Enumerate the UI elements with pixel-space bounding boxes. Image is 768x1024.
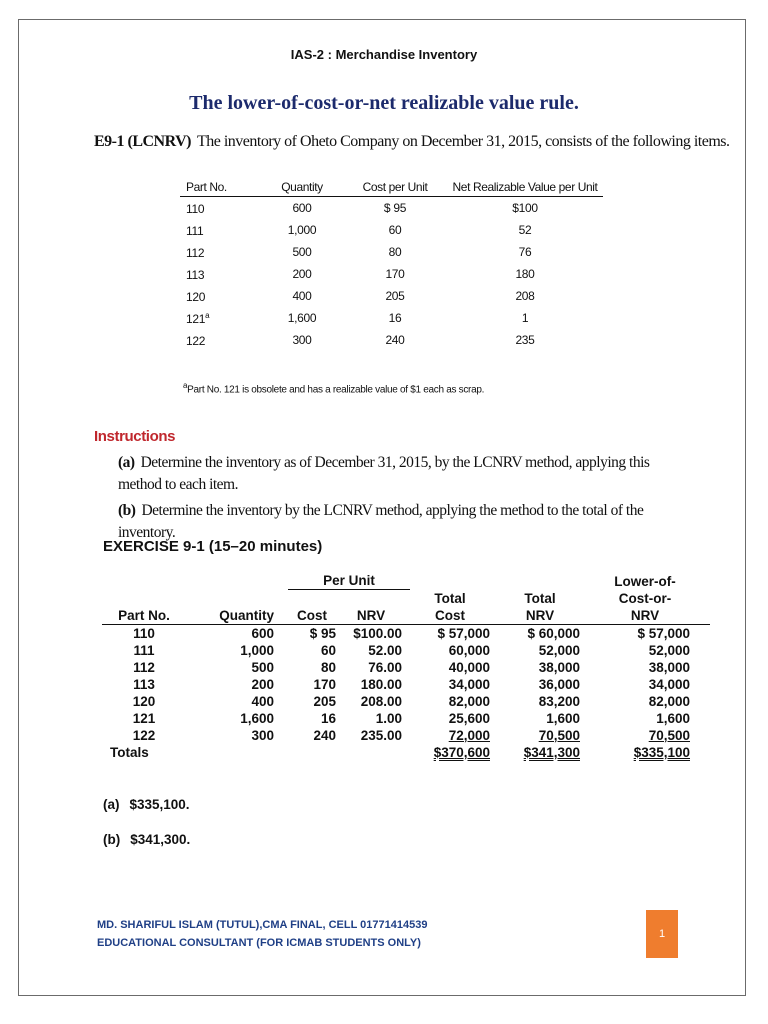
total-nrv: 38,000 xyxy=(538,659,580,675)
unit-cost: 205 xyxy=(313,693,336,709)
nrv-per-unit: 180 xyxy=(515,267,535,281)
unit-nrv: 1.00 xyxy=(375,710,402,726)
total-nrv: 1,600 xyxy=(546,710,580,726)
nrv-per-unit: 235 xyxy=(515,333,535,347)
total-nrv: 52,000 xyxy=(538,642,580,658)
cost-per-unit: 240 xyxy=(385,333,405,347)
total-nrv: 70,500 xyxy=(538,727,580,743)
part-number: 110 xyxy=(186,201,205,216)
lower-of-cost-or-nrv: 82,000 xyxy=(648,693,690,709)
total-cost: 40,000 xyxy=(448,659,490,675)
nrv-per-unit: 208 xyxy=(515,289,535,303)
lower-sum: $335,100 xyxy=(633,744,690,760)
answer-b-label: (b) xyxy=(103,832,121,847)
column-header-cost: Cost per Unit xyxy=(343,180,447,197)
instruction-b-text: Determine the inventory by the LCNRV method, applying the method to the total of the inventory. xyxy=(118,502,644,541)
sol-header-nrv: NRV xyxy=(340,607,410,625)
total-cost: 25,600 xyxy=(448,710,490,726)
quantity: 400 xyxy=(251,693,274,709)
footnote-text: Part No. 121 is obsolete and has a realizable value of $1 each as scrap. xyxy=(187,384,485,396)
answer-a-value: $335,100. xyxy=(129,797,190,812)
part-number: 122 xyxy=(132,727,156,743)
unit-nrv: $100.00 xyxy=(353,625,402,641)
header-title: IAS-2 : Merchandise Inventory xyxy=(290,47,478,62)
lower-header-2: Cost-or- xyxy=(618,590,672,606)
total-cost-header-2: Cost xyxy=(410,607,500,625)
problem-text: The inventory of Oheto Company on December 31, 2015, consists of the following items. xyxy=(196,133,730,150)
unit-nrv: 76.00 xyxy=(368,659,402,675)
problem-id: E9-1 (LCNRV) xyxy=(94,133,191,150)
table-row xyxy=(180,263,603,285)
footnote-mark: a xyxy=(205,310,210,320)
instruction-b-label: (b) xyxy=(118,502,136,519)
table-row xyxy=(102,642,710,659)
sol-header-part: Part No. xyxy=(102,607,186,625)
answer-b-value: $341,300. xyxy=(130,832,191,847)
unit-cost: 170 xyxy=(313,676,336,692)
quantity: 300 xyxy=(292,333,312,347)
table-row xyxy=(102,659,710,676)
cost-per-unit: 170 xyxy=(385,267,405,281)
quantity: 1,600 xyxy=(287,311,317,325)
solution-header-row-3 xyxy=(102,607,710,625)
total-nrv-sum: $341,300 xyxy=(523,744,580,760)
page-number-badge: 1 xyxy=(646,910,678,958)
part-number: 112 xyxy=(186,245,205,260)
lower-of-cost-or-nrv: $ 57,000 xyxy=(637,625,690,641)
totals-label: Totals xyxy=(110,744,149,760)
total-cost-header-1: Total xyxy=(434,590,466,606)
unit-cost: $ 95 xyxy=(309,625,336,641)
lower-of-cost-or-nrv: 70,500 xyxy=(648,727,690,743)
per-unit-header: Per Unit xyxy=(288,572,410,590)
lower-of-cost-or-nrv: 52,000 xyxy=(648,642,690,658)
total-nrv: $ 60,000 xyxy=(527,625,580,641)
total-cost: 34,000 xyxy=(448,676,490,692)
totals-row xyxy=(102,744,710,761)
footer-author: MD. SHARIFUL ISLAM (TUTUL),CMA FINAL, CELL 01771414539 xyxy=(97,919,428,931)
unit-cost: 80 xyxy=(320,659,336,675)
quantity: 200 xyxy=(251,676,274,692)
lower-of-cost-or-nrv: 38,000 xyxy=(648,659,690,675)
footer-role: EDUCATIONAL CONSULTANT (FOR ICMAB STUDENTS ONLY) xyxy=(97,937,421,949)
footnote xyxy=(183,381,484,395)
table-row xyxy=(180,307,603,329)
quantity: 1,000 xyxy=(240,642,274,658)
total-nrv: 83,200 xyxy=(538,693,580,709)
quantity: 300 xyxy=(251,727,274,743)
answer-a xyxy=(103,797,190,812)
problem-statement xyxy=(94,133,730,151)
instruction-a-label: (a) xyxy=(118,454,135,471)
answer-a-label: (a) xyxy=(103,797,120,812)
part-number: 113 xyxy=(133,676,155,692)
nrv-per-unit: 52 xyxy=(518,223,532,237)
cost-per-unit: 80 xyxy=(388,245,402,259)
part-number: 111 xyxy=(186,223,204,238)
quantity: 600 xyxy=(292,201,312,215)
instruction-a-text: Determine the inventory as of December 31, 2015, by the LCNRV method, applying this method to each item. xyxy=(118,454,650,493)
answer-b xyxy=(103,832,190,847)
quantity: 1,000 xyxy=(287,223,317,237)
part-number: 111 xyxy=(133,642,155,658)
part-number: 120 xyxy=(186,289,206,304)
total-nrv: 36,000 xyxy=(538,676,580,692)
main-title: The lower-of-cost-or-net realizable value rule. xyxy=(189,92,579,114)
table-row xyxy=(180,219,603,241)
table-row xyxy=(102,624,710,642)
total-cost: 60,000 xyxy=(448,642,490,658)
table-row xyxy=(102,676,710,693)
sol-header-cost: Cost xyxy=(288,607,340,625)
lower-header-1: Lower-of- xyxy=(614,573,676,589)
instructions-heading: Instructions xyxy=(94,428,176,445)
table-row xyxy=(102,710,710,727)
unit-cost: 240 xyxy=(313,727,336,743)
lower-of-cost-or-nrv: 1,600 xyxy=(656,710,690,726)
part-number: 122 xyxy=(186,333,206,348)
total-nrv-header-2: NRV xyxy=(500,607,600,625)
instruction-a xyxy=(118,452,688,496)
total-cost: $ 57,000 xyxy=(437,625,490,641)
table-row xyxy=(180,285,603,307)
total-nrv-header-1: Total xyxy=(524,590,556,606)
unit-nrv: 52.00 xyxy=(368,642,402,658)
unit-nrv: 235.00 xyxy=(360,727,402,743)
lower-header-3: NRV xyxy=(600,607,710,625)
solution-table xyxy=(102,572,710,761)
nrv-per-unit: 1 xyxy=(521,311,529,325)
sol-header-quantity: Quantity xyxy=(186,607,288,625)
table-row xyxy=(180,197,603,220)
exercise-title: EXERCISE 9-1 (15–20 minutes) xyxy=(103,538,323,555)
cost-per-unit: 60 xyxy=(388,223,402,237)
unit-nrv: 208.00 xyxy=(360,693,402,709)
total-cost: 72,000 xyxy=(448,727,490,743)
cost-per-unit: 16 xyxy=(388,311,402,325)
cost-per-unit: $ 95 xyxy=(383,201,407,215)
column-header-nrv: Net Realizable Value per Unit xyxy=(447,180,603,197)
inventory-items-table xyxy=(180,180,603,351)
quantity: 400 xyxy=(292,289,312,303)
solution-header-row-1 xyxy=(102,572,710,590)
quantity: 200 xyxy=(292,267,312,281)
part-number: 120 xyxy=(132,693,156,709)
table-row xyxy=(180,329,603,351)
column-header-part: Part No. xyxy=(180,180,261,197)
lower-of-cost-or-nrv: 34,000 xyxy=(648,676,690,692)
table-row xyxy=(102,693,710,710)
quantity: 500 xyxy=(251,659,274,675)
part-number: 112 xyxy=(133,659,155,675)
total-cost: 82,000 xyxy=(448,693,490,709)
solution-header-row-2 xyxy=(102,590,710,607)
part-number: 113 xyxy=(186,267,205,282)
unit-nrv: 180.00 xyxy=(360,676,402,692)
table-row xyxy=(180,241,603,263)
nrv-per-unit: $100 xyxy=(512,201,538,215)
quantity: 1,600 xyxy=(240,710,274,726)
table-row xyxy=(102,727,710,744)
part-number: 121$^a$ xyxy=(186,310,210,326)
part-number: 121 xyxy=(132,710,156,726)
quantity: 500 xyxy=(292,245,312,259)
cost-per-unit: 205 xyxy=(385,289,405,303)
total-cost-sum: $370,600 xyxy=(433,744,490,760)
unit-cost: 16 xyxy=(320,710,336,726)
table-header-row xyxy=(180,180,603,197)
unit-cost: 60 xyxy=(320,642,336,658)
footnote-mark: a xyxy=(183,381,188,390)
part-number: 110 xyxy=(133,625,155,641)
quantity: 600 xyxy=(251,625,274,641)
column-header-quantity: Quantity xyxy=(261,180,343,197)
nrv-per-unit: 76 xyxy=(518,245,532,259)
